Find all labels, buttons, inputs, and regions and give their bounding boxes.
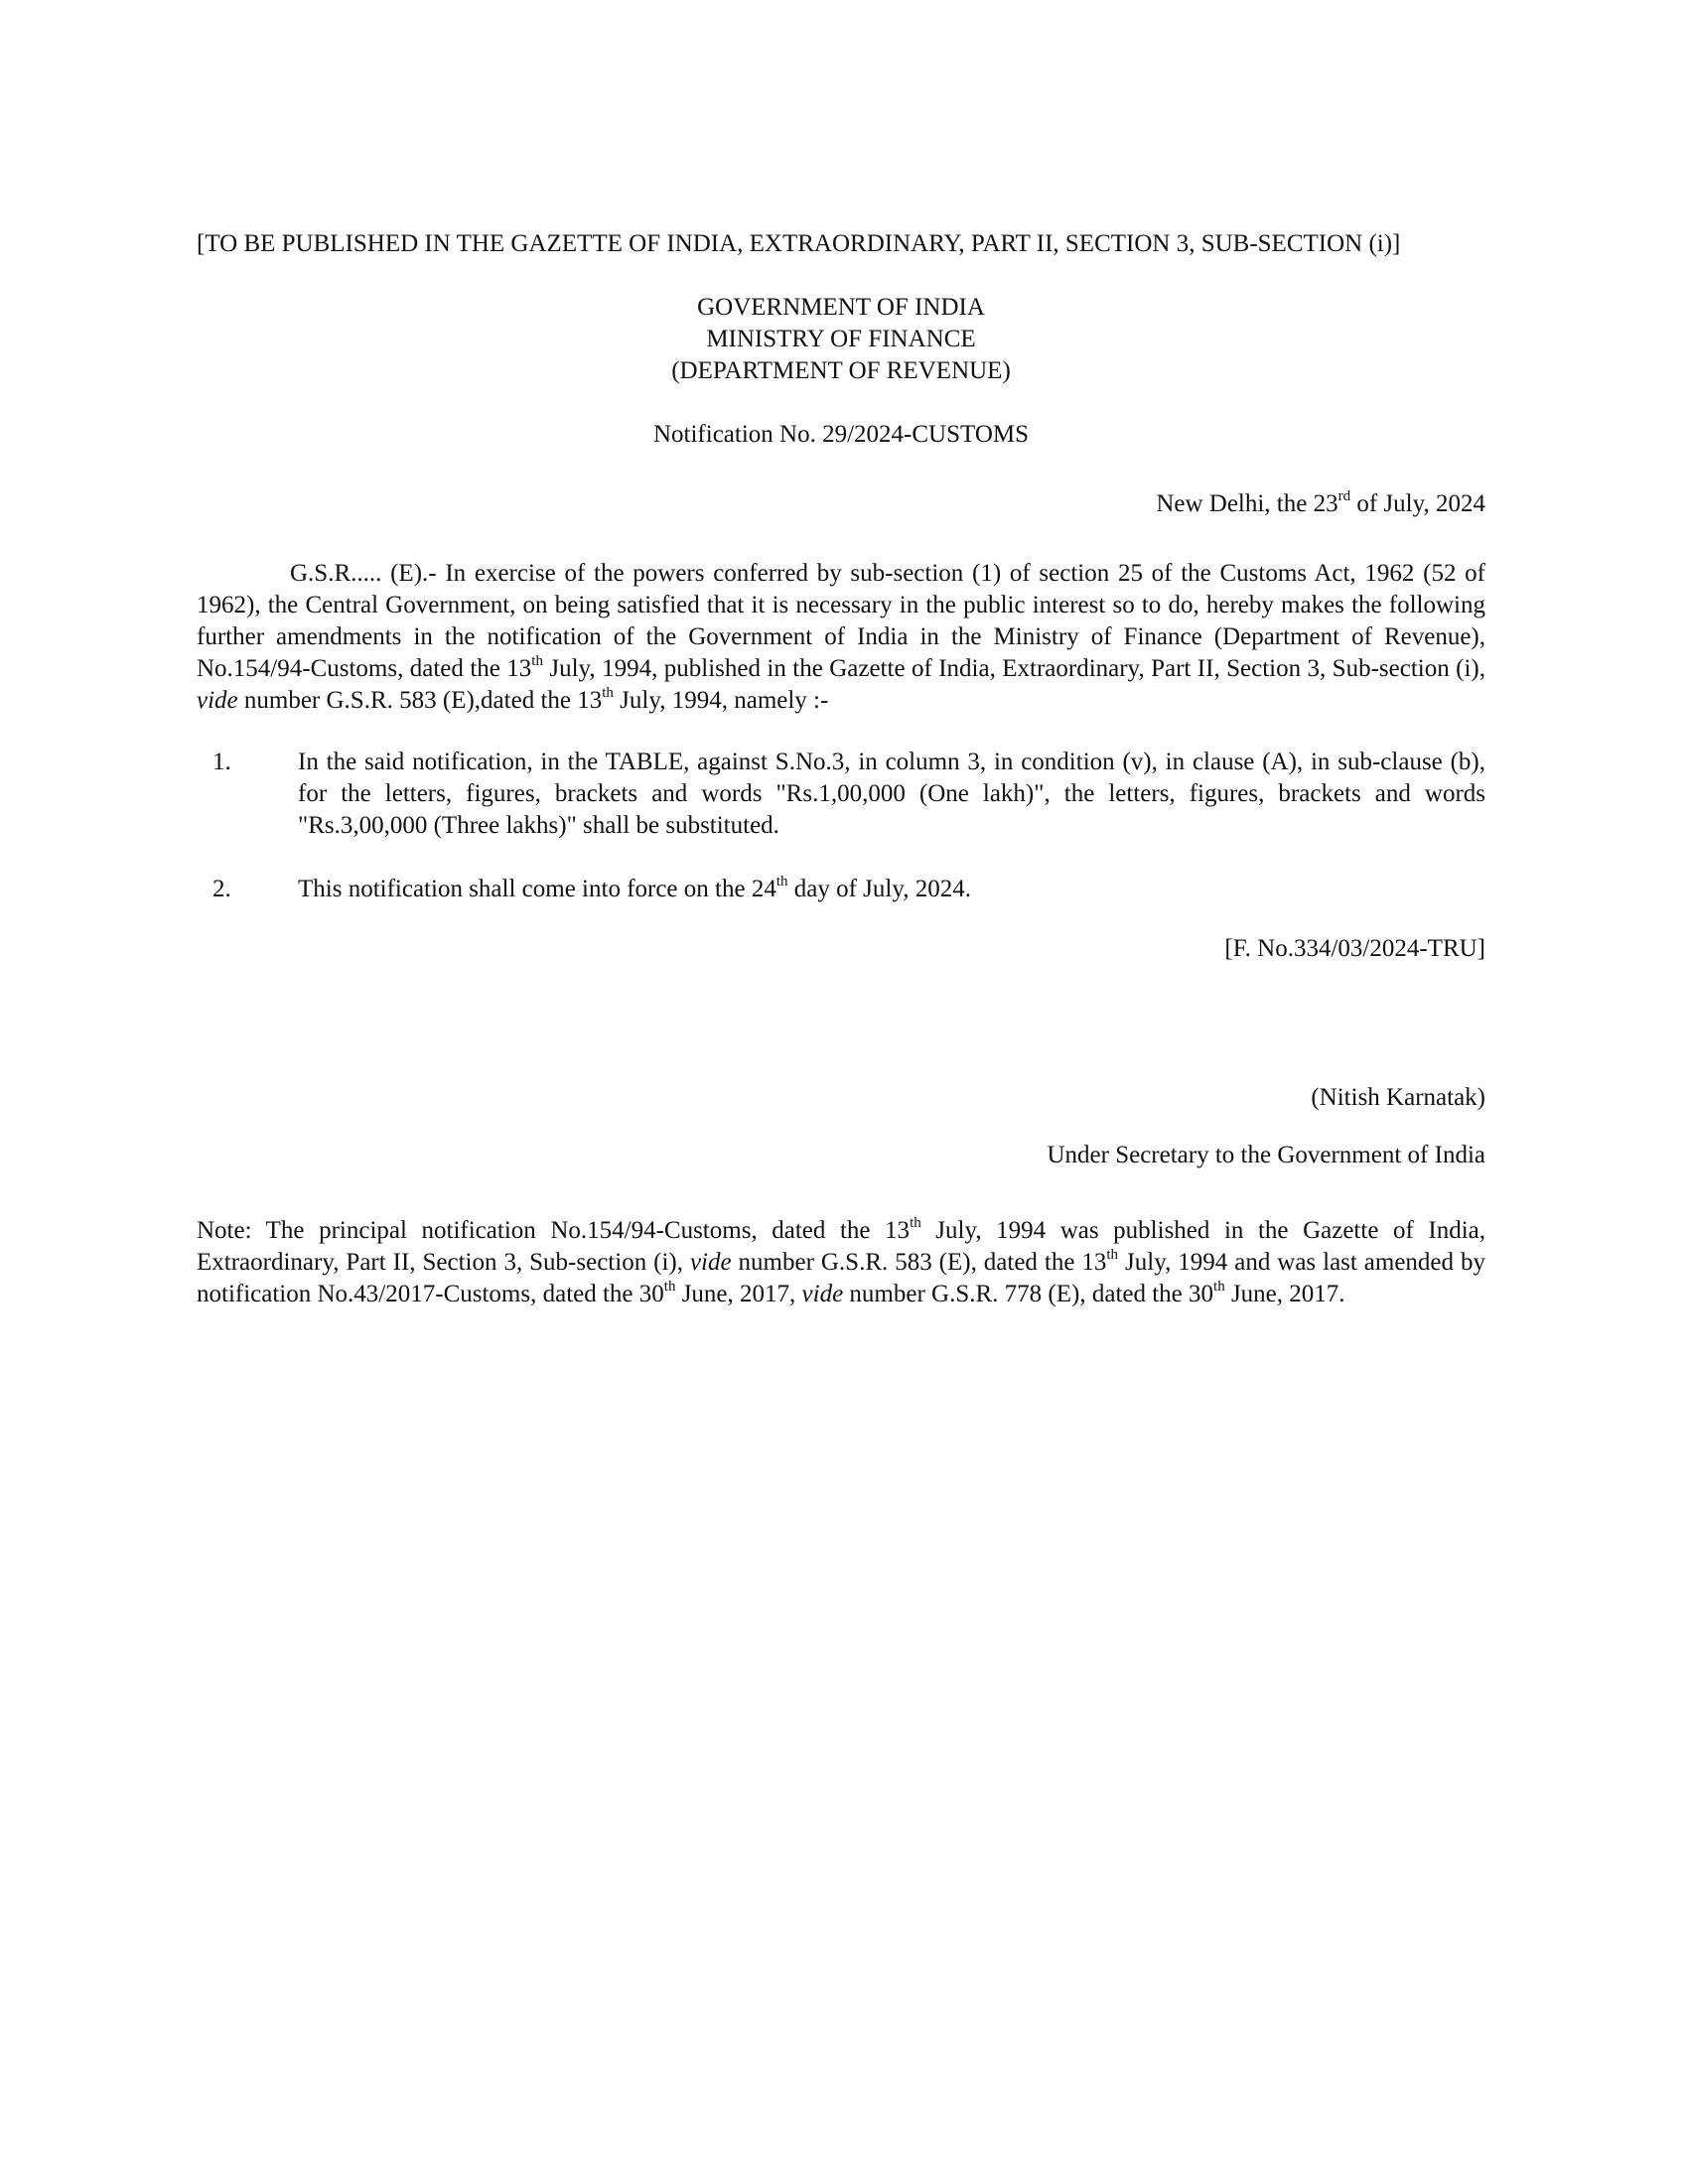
authority-government: GOVERNMENT OF INDIA	[697, 294, 985, 321]
note-ordinal: th	[1213, 1278, 1225, 1295]
date-ordinal: rd	[1337, 487, 1351, 504]
preamble-text: G.S.R..... (E).- In exercise of the powers conferred by sub-section (1) of section 25 of the Customs Act, 1962 (52 of 1962), the Central Government, on being satisfied that it is necessary in the public interest so to do, hereby makes the following further amendments in the notification of the Government of India in the Ministry of Finance (Department of Revenue), No.154/94-Customs, dated the 13	[197, 560, 1485, 682]
item-ordinal: th	[775, 873, 788, 889]
notification-date	[197, 488, 1485, 520]
note-text: June, 2017,	[675, 1281, 802, 1307]
preamble-ordinal: th	[602, 684, 614, 701]
note-italic: vide	[801, 1281, 844, 1307]
item-number: 1.	[212, 749, 231, 775]
file-number: [F. No.334/03/2024-TRU]	[1224, 935, 1485, 962]
publication-notice: [TO BE PUBLISHED IN THE GAZETTE OF INDIA, EXTRAORDINARY, PART II, SECTION 3, SUB-SECTION (i)]	[197, 230, 1401, 257]
preamble-italic: vide	[197, 687, 238, 714]
note-text: June, 2017.	[1224, 1281, 1345, 1307]
note-italic: vide	[689, 1249, 732, 1276]
note-text: number G.S.R. 583 (E), dated the 13	[731, 1249, 1107, 1276]
note-ordinal: th	[663, 1278, 676, 1295]
preamble-ordinal: th	[531, 652, 543, 669]
note-text: July, 1994 was published in the Gazette of India, Extraordinary, Part II, Section 3, Sub-section (i),	[197, 1217, 1485, 1276]
preamble-paragraph	[197, 558, 1485, 717]
notification-number: Notification No. 29/2024-CUSTOMS	[652, 421, 1029, 448]
footnote	[197, 1215, 1485, 1310]
signatory-designation: Under Secretary to the Government of India	[1047, 1142, 1485, 1168]
date-suffix: of July, 2024	[1350, 490, 1485, 517]
preamble-text: July, 1994, namely :-	[613, 687, 829, 714]
authority-department: (DEPARTMENT OF REVENUE)	[671, 357, 1011, 384]
authority-block	[197, 292, 1485, 387]
note-text: July, 1994 and was last amended by notification No.43/2017-Customs, dated the 30	[197, 1249, 1485, 1307]
signatory-name: (Nitish Karnatak)	[1311, 1084, 1485, 1111]
item-text: day of July, 2024.	[787, 876, 971, 902]
note-text: number G.S.R. 778 (E), dated the 30	[843, 1281, 1214, 1307]
note-text: Note: The principal notification No.154/94-Customs, dated the 13	[197, 1217, 911, 1244]
note-ordinal: th	[910, 1214, 921, 1231]
list-item	[197, 747, 1485, 842]
preamble-text: July, 1994, published in the Gazette of India, Extraordinary, Part II, Section 3, Sub-section (i),	[542, 655, 1485, 682]
item-text: In the said notification, in the TABLE, against S.No.3, in column 3, in condition (v), in clause (A), in sub-clause (b), for the letters, figures, brackets and words "Rs.1,00,000 (One lakh)", the letters, figures, brackets and words "Rs.3,00,000 (Three lakhs)" shall be substituted.	[298, 749, 1485, 839]
document-page	[197, 228, 1485, 1310]
date-prefix: New Delhi, the 23	[1156, 490, 1338, 517]
amendment-list	[197, 747, 1485, 905]
item-number: 2.	[212, 876, 231, 902]
list-item	[197, 874, 1485, 905]
preamble-text: number G.S.R. 583 (E),dated the 13	[237, 687, 603, 714]
note-ordinal: th	[1106, 1246, 1119, 1263]
authority-ministry: MINISTRY OF FINANCE	[706, 326, 976, 352]
item-text: This notification shall come into force on the 24	[298, 876, 776, 902]
